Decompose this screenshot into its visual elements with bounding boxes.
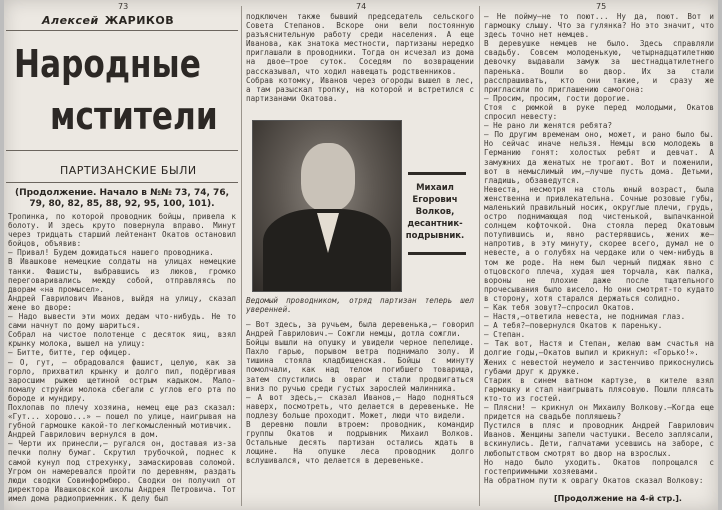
title-line-1: Народные xyxy=(14,42,201,86)
page-number: 74 xyxy=(356,2,367,11)
page-74 xyxy=(244,0,476,510)
page-75 xyxy=(482,0,718,510)
page-73 xyxy=(6,0,238,510)
article-text-left: Тропинка, по которой проводник бойцы, привела к болоту. И здесь круто повернула вправо. Минут через тридцать старший лейтенант Окатов остановил бойцов, объявив: — Привал! Будем дожидаться нашего проводника. В Ивашкове немецкие солдаты на улицах немецкие танки. Фашисты, выбравшись из люков, громко переговаривались между собой, отправляясь по дворам «на промысел». Андрей Гаврилович Иванов, выйдя на улицу, сказал жене во дворе: — Надо вывести эти моих дедам что-нибудь. Не то сами начнут по дому шариться. Собрал на чистое полотенце с десяток яиц, взял крынку молока, вышел на улицу: — Битте, битте, гер офицер. — О, гут, — обрадовался фашист, целую, как за горло, прихватил крынку и долго пил, подёргивая заросшим рыжею щетиной острым кадыком. Мало-помалу струйки молока сбегали с углов его рта по бороде и мундиру. Похлопав по плечу хозяина, немец еще раз сказал: «Гут... хорошо...» — пошел по улице, наигрывая на губной гармошке какой-то легкомысленный мотивчик. Андрей Гаврилович вернулся в дом. — Черти их принесли,— ругался он, доставая из-за печки полну бумаг. Скрутил трубочкой, поднес к самой кунул под стрехунку, замаскировав соломой. Угром он намеревался пройти по деревням, раздать люди сводки Совинформбюро. Сводки он получил от директора Ивашковской школы Андрея Петровича. Тот имел дома радиоприемник. К делу был xyxy=(8,212,236,503)
newspaper-spread xyxy=(4,0,718,510)
title-line-2: мстители xyxy=(50,94,218,138)
continued-note: [Продолжение на 4-й стр.]. xyxy=(554,494,682,503)
subtitle: ПАРТИЗАНСКИЕ БЫЛИ xyxy=(60,164,197,177)
column-divider xyxy=(479,6,480,506)
page-number: 73 xyxy=(118,2,129,11)
portrait-photo xyxy=(252,120,402,292)
photo-caption: Михаил Егорович Волков, десантник-подрывник. xyxy=(405,183,465,241)
caption-rule-bottom xyxy=(408,252,466,255)
caption-rule-top xyxy=(408,172,466,175)
column-divider xyxy=(241,6,242,506)
photo-caption-bottom: Ведомый проводником, отряд партизан теперь шел уверенней. xyxy=(246,296,474,315)
article-text-right: — Не пойму—не то поют... Ну да, поют. Вот и гармошку слышу. Что за гулянка? Но это значит, что здесь точно нет немцев. В деревушке немцев не было. Здесь справляли свадьбу. Совсем молоденькую, четырнадцатилетнюю девочку выдавали замуж за шестнадцатилетнего паренька. Вошли во двор. Их за стали расспрашивать, кто они такие, и сразу же пригласили по приглашению самогона: — Просим, просим, гости дорогие. Стоя с рюмкой в руке перед молодыми, Окатов спросил невесту: — Не рано ли женятся ребята? — По другим временам оно, может, и рано было бы. Но сейчас иначе нельзя. Немцы всю молодежь в Германию гонят: холостых ребят и девчат. А замужних да женатых не трогают. Вот и поженили, вот в немыслимый им,—лучше пусть дома. Детьми, гладишь, обзаведутся. Невеста, несмотря на столь юный возраст, была женственна и привлекательна. Сочные розовые губы, маленький правильный носик, округлые плечи, грудь, остро поднимающая под чистенькой, выпачканной солнцем кофточкой. Она стояла перед Окатовым потупившись и, явно растерявшись, жених же—напротив, в эту минуту, скорее всего, думал не о невесте, а о голубях на чердаке или о чем-нибудь в том же роде. На нем был черный пиджак явно с отцовского плеча, худая шея торчала, как палка, вороны не плохие даже после тщательного прочесывания было висело. Но они смотрят-то кудато в сторону, хотя старался держаться солидно. — Как тебя зовут?—спросил Окатов. — Настя,—ответила невеста, не поднимая глаз. — А тебя?—повернулся Окатов к пареньку. — Степан. — Так вот, Настя и Степан, желаю вам счастья на долгие годы,—Окатов выпил и крикнул: «Горько!». Жених с невестой неумело и застенчиво прикоснулись губами друг к дружке. Старик в синем ватном картузе, в кителе взял гармошку и стал наигрывать плясовую. Пошли плясать кто-то из гостей. — Плясни! — крикнул он Михаилу Волкову.—Когда еще придется на свадьбе попляшешь? Пустился в пляс и проводник Андрей Гаврилович Иванов. Женщины запели частушки. Весело заплясали, вскинулись. Дети, галчатами усевшись на заборе, с любопытством смотрят во двор на взрослых. Но надо было уходить. Окатов попрощался с гостеприимными хозяевами. На обратном пути к оврагу Окатов сказал Волкову: xyxy=(484,12,714,485)
continuation-note: (Продолжение. Начало в №№ 73, 74, 76, 79, 80, 82, 85, 88, 92, 95, 100, 101). xyxy=(14,188,230,209)
article-text-middle-bottom: — Вот здесь, за ручьем, была деревенька,— говорил Андрей Гаврилович.— Сожгли немцы, дотла сожгли. Бойцы вышли на опушку и увидели черное пепелище. Пахло гарью, порывом ветра поднимало золу. И тишина стояла кладбищенская. Бойцы с минуту помолчали, как над телом погибшего товарища, затем спустились в овраг и стали продвигаться вниз по ручью среди густых зарослей малинника. — А вот здесь,— сказал Иванов,— Надо подняться наверх, посмотреть, что делается в деревеньке. Не подлезу больше проходит. Может, люди что видели. В деревню пошли втроем: проводник, командир группы Окатов и подрывник Михаил Волков. Остальные десять партизан остались ждать в лощине. На опушке леса проводник долго вслушивался, что делается в деревеньке. xyxy=(246,320,474,466)
subtitle-rule xyxy=(6,182,238,183)
page-number: 75 xyxy=(596,2,607,11)
header-rule xyxy=(6,30,238,31)
author-name: Алексей ЖАРИКОВ xyxy=(42,14,175,27)
article-text-middle-top: подключен также бывший председатель сельского Совета Степанов. Вскоре они вели постоянную разъяснительную работу среди населения. А еще Иванова, как знатока местности, партизаны нередко приглашали в проводники. Тогда он исчезал из дома на двое—трое суток. Соседям по возвращении рассказывал, что ходил навещать родственников. Собрав котомку, Иванов через огороды вышел в лес, а там разыскал тропку, на которой и встретился с партизанами Окатова. xyxy=(246,12,474,103)
title-rule xyxy=(6,150,238,151)
